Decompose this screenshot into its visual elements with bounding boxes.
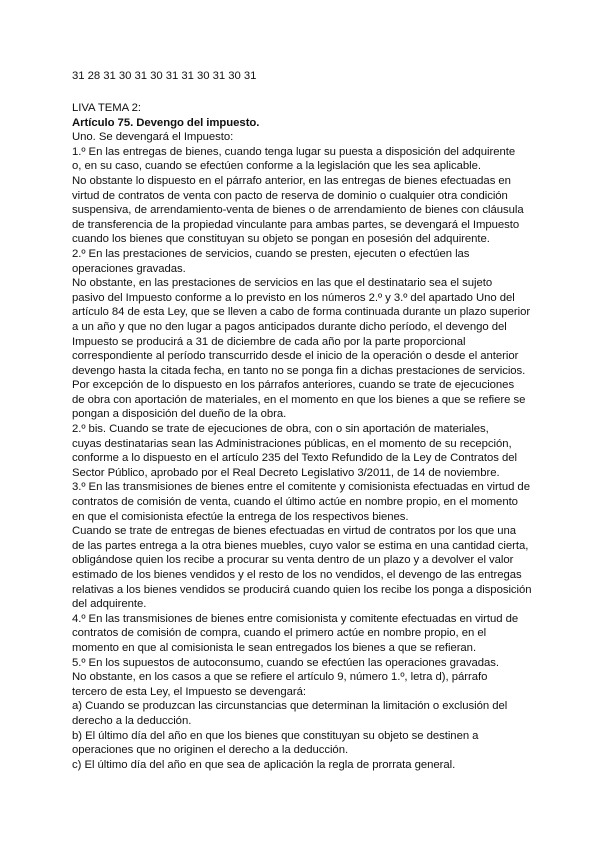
document-body	[72, 101, 532, 772]
text-line: obligándose quien los recibe a procurar su venta dentro de un plazo y a devolver el valor	[72, 554, 514, 567]
text-line: de transferencia de la propiedad vinculante para ambas partes, se devengará el Impuesto	[72, 218, 520, 231]
text-line: momento en que al comisionista le sean entregados los bienes a que se refieran.	[72, 641, 477, 654]
text-line: Uno. Se devengará el Impuesto:	[72, 131, 234, 144]
text-line: de las partes entrega a la otra bienes muebles, cuyo valor se estima en una cantidad cierta,	[72, 539, 529, 552]
text-line: 5.º En los supuestos de autoconsumo, cuando se efectúen las operaciones gravadas.	[72, 656, 500, 669]
text-line: a un año y que no den lugar a pagos anticipados durante dicho período, el devengo del	[72, 320, 507, 333]
text-line: Cuando se trate de entregas de bienes efectuadas en virtud de contratos por los que una	[72, 525, 517, 538]
text-line: No obstante, en los casos a que se refiere el artículo 9, número 1.º, letra d), párrafo	[72, 671, 488, 684]
days-per-month-line: 31 28 31 30 31 30 31 31 30 31 30 31	[72, 70, 257, 82]
text-line: pongan a disposición del dueño de la obra.	[72, 408, 287, 421]
text-line: operaciones gravadas.	[72, 262, 186, 275]
text-line: devengo hasta la citada fecha, en tanto no se ponga fin a dichas prestaciones de servicios.	[72, 364, 526, 377]
text-line: conforme a lo dispuesto en el artículo 235 del Texto Refundido de la Ley de Contratos del	[72, 452, 517, 465]
article-heading: Artículo 75. Devengo del impuesto.	[72, 116, 260, 129]
text-line: operaciones que no originen el derecho a la deducción.	[72, 744, 349, 757]
text-line: 3.º En las transmisiones de bienes entre el comitente y comisionista efectuadas en virtud de	[72, 481, 530, 494]
text-line: correspondiente al período transcurrido desde el inicio de la operación o desde el anterior	[72, 350, 519, 363]
text-line: en que el comisionista efectúe la entrega de los respectivos bienes.	[72, 510, 409, 523]
text-line: Sector Público, aprobado por el Real Decreto Legislativo 3/2011, de 14 de noviembre.	[72, 466, 500, 479]
text-line: tercero de esta Ley, el Impuesto se devengará:	[72, 685, 306, 698]
text-line: de obra con aportación de materiales, en el momento en que los bienes a que se refiere se	[72, 393, 526, 406]
text-line: relativas a los bienes vendidos se producirá cuando quien los recibe los ponga a disposición	[72, 583, 532, 596]
text-line: 1.º En las entregas de bienes, cuando tenga lugar su puesta a disposición del adquirente	[72, 145, 516, 158]
text-line: 2.º bis. Cuando se trate de ejecuciones de obra, con o sin aportación de materiales,	[72, 423, 489, 436]
text-line: virtud de contratos de venta con pacto de reserva de dominio o cualquier otra condición	[72, 189, 508, 202]
text-line: suspensiva, de arrendamiento-venta de bienes o de arrendamiento de bienes con cláusula	[72, 204, 524, 217]
text-line: b) El último día del año en que los bienes que constituyan su objeto se destinen a	[72, 729, 479, 742]
text-line: pasivo del Impuesto conforme a lo previsto en los números 2.º y 3.º del apartado Uno del	[72, 291, 515, 304]
text-line: c) El último día del año en que sea de aplicación la regla de prorrata general.	[72, 758, 456, 771]
text-line: cuando los bienes que constituyan su objeto se pongan en posesión del adquirente.	[72, 233, 490, 246]
text-line: Por excepción de lo dispuesto en los párrafos anteriores, cuando se trate de ejecuciones	[72, 379, 515, 392]
text-line: estimado de los bienes vendidos y el resto de los no vendidos, el devengo de las entregas	[72, 569, 522, 581]
text-line: contratos de comisión de compra, cuando el primero actúe en nombre propio, en el	[72, 627, 487, 640]
text-line: artículo 84 de esta Ley, que se lleven a cabo de forma continuada durante un plazo superior	[72, 306, 531, 319]
text-line: o, en su caso, cuando se efectúen conforme a la legislación que les sea aplicable.	[72, 160, 481, 173]
text-line: derecho a la deducción.	[72, 714, 192, 727]
text-line: a) Cuando se produzcan las circunstancias que determinan la limitación o exclusión del	[72, 700, 508, 713]
text-line: contratos de comisión de venta, cuando el último actúe en nombre propio, en el momento	[72, 496, 518, 509]
text-line: No obstante lo dispuesto en el párrafo anterior, en las entregas de bienes efectuadas en	[72, 174, 511, 187]
text-line: del adquirente.	[72, 598, 147, 611]
text-line: LIVA TEMA 2:	[72, 102, 141, 114]
text-line: 4.º En las transmisiones de bienes entre comisionista y comitente efectuadas en virtud de	[72, 612, 519, 625]
text-line: 2.º En las prestaciones de servicios, cuando se presten, ejecuten o efectúen las	[72, 247, 470, 260]
text-line: No obstante, en las prestaciones de servicios en las que el destinatario sea el sujeto	[72, 277, 493, 290]
text-line: Impuesto se producirá a 31 de diciembre de cada año por la parte proporcional	[72, 335, 466, 348]
text-line: cuyas destinatarias sean las Administraciones públicas, en el momento de su recepción,	[72, 437, 512, 450]
